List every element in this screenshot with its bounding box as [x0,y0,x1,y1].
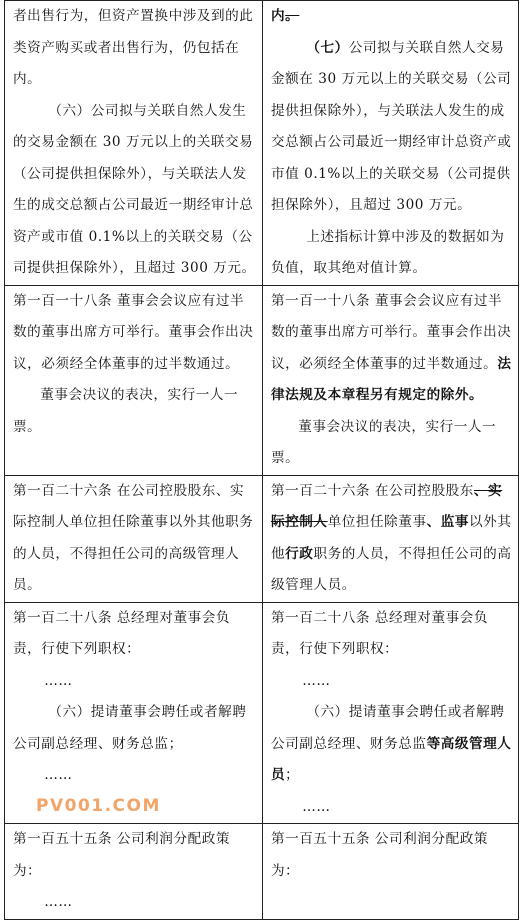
revised-text: （七）公司拟与关联自然人交易金额在 30 万元以上的关联交易（公司提供担保除外），与关联法人发生的成交总额占公司最近一期经审计总资产或市值 0.1%以上的关联交易（公司提供担保除外），且超过 300 万元。 [271,39,512,213]
ellipsis: …… [44,767,73,783]
original-cell [5,824,263,920]
revised-text: 第一百一十八条 董事会会议应有过半数的董事出席方可举行。董事会作出决议，必须经全体董事的过半数通过。法律法规及本章程另有规定的除外。 [271,292,512,403]
comparison-table [4,0,519,920]
table-row [5,824,519,920]
original-cell [5,1,263,286]
ellipsis: …… [44,894,73,910]
revised-text: 第一百二十六条 在公司控股股东、实际控制人单位担任除董事、监事以外其他行政职务的人员，不得担任公司的高级管理人员。 [271,482,512,593]
revised-text: 董事会决议的表决，实行一人一票。 [271,418,497,466]
table-row [5,602,519,824]
revised-text: 上述指标计算中涉及的数据如为负值，取其绝对值计算。 [271,228,505,276]
revised-text: 第一百五十五条 公司利润分配政策为： [271,831,489,879]
original-text: 者出售行为，但资产置换中涉及到的此类资产购买或者出售行为，仍包括在内。 [13,8,254,87]
original-text: （六）提请董事会聘任或者解聘公司副总经理、财务总监； [13,704,247,752]
original-text: 第一百二十六条 在公司控股股东、实际控制人单位担任除董事以外其他职务的人员，不得担任公司的高级管理人员。 [13,482,254,593]
revised-text: 第一百二十八条 总经理对董事会负责，行使下列职权： [271,609,489,657]
watermark: PV001.COM [36,796,161,816]
revised-cell [263,1,519,286]
ellipsis: …… [44,672,73,689]
original-cell [5,602,263,824]
table-row [5,285,519,475]
revised-text: 内。 [271,8,300,24]
revised-cell [263,602,519,824]
original-text: 第一百二十八条 总经理对董事会负责，行使下列职权： [13,609,231,657]
original-cell [5,475,263,602]
original-cell [5,285,263,475]
original-text: 第一百五十五条 公司利润分配政策为： [13,831,231,879]
table-row [5,1,519,286]
table-row [5,475,519,602]
original-text: 第一百一十八条 董事会会议应有过半数的董事出席方可举行。董事会作出决议，必须经全体董事的过半数通过。 [13,292,254,372]
original-text: （六）公司拟与关联自然人发生的交易金额在 30 万元以上的关联交易（公司提供担保除外），与关联法人发生的成交总额占公司最近一期经审计总资产或市值 0.1%以上的关联交易（公司提供担保除外），且超过 300 万元。 [13,102,256,276]
ellipsis: …… [302,672,331,689]
revised-text: （六）提请董事会聘任或者解聘公司副总经理、财务总监等高级管理人员； [271,704,512,783]
revised-cell [263,285,519,475]
revised-cell [263,475,519,602]
ellipsis: …… [302,798,331,815]
revised-cell [263,824,519,920]
original-text: 董事会决议的表决，实行一人一票。 [13,387,239,435]
